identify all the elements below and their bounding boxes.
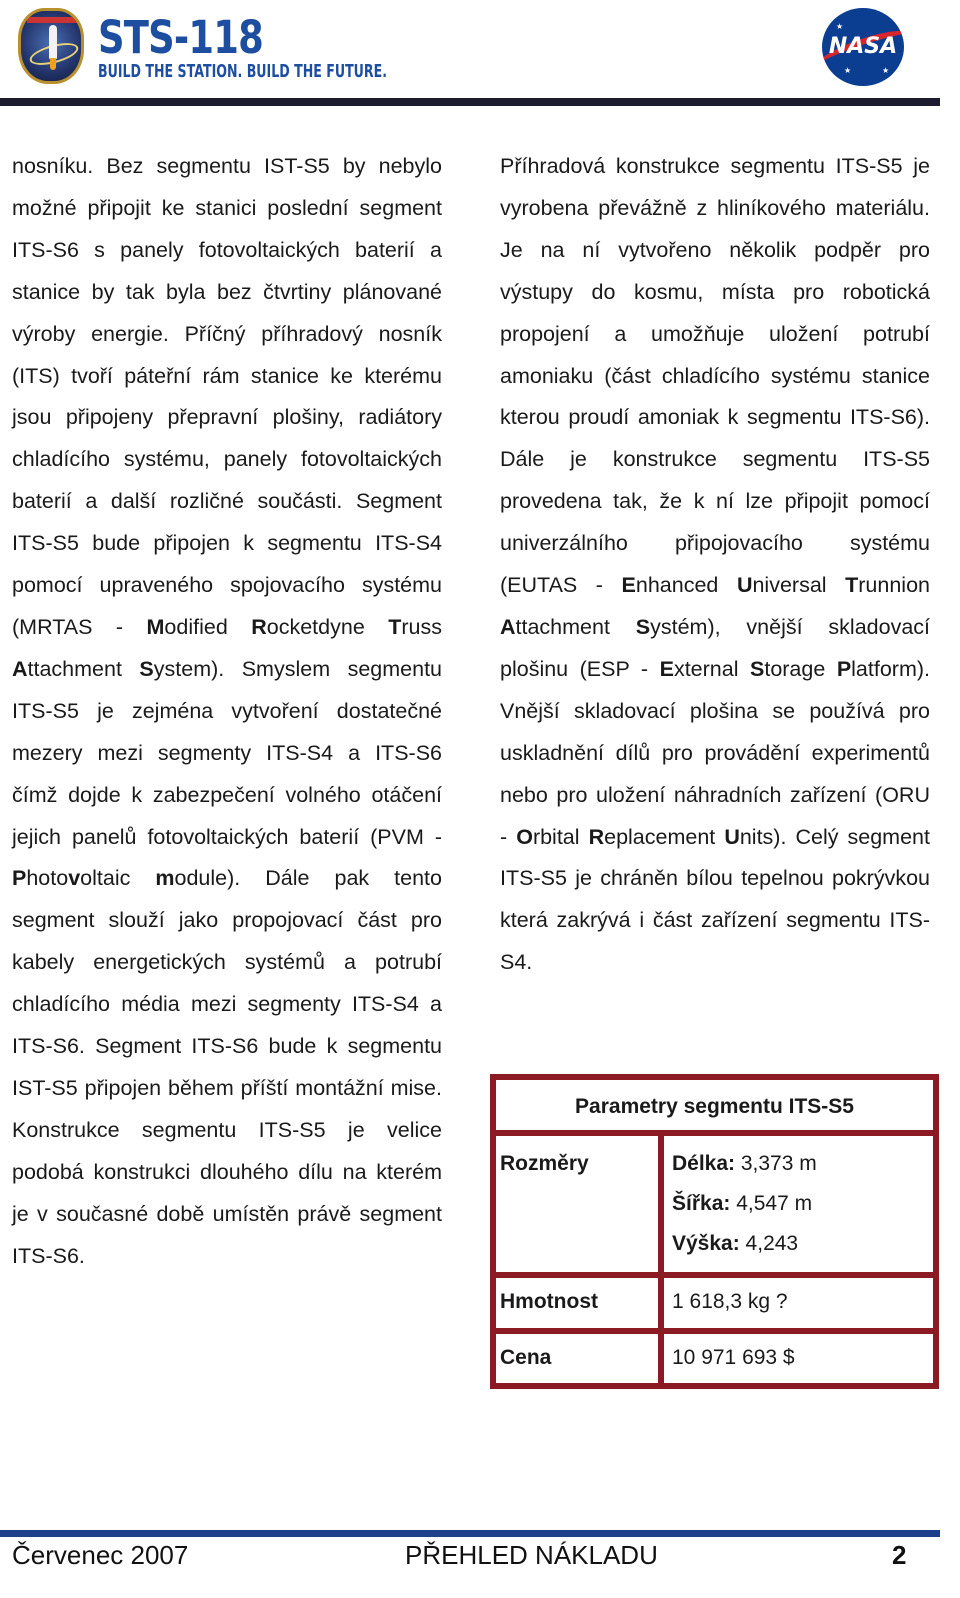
text-run: ystem). Smyslem segmentu ITS-S5 je zejména vytvoření dostatečné mezery mezi segmenty ITS-S4 a ITS-S6 čímž dojde k zabezpečení volného otáčení jejich panelů fotovoltaických baterií (PVM - xyxy=(12,656,442,849)
table-title: Parametry segmentu ITS-S5 xyxy=(496,1080,933,1136)
acronym-letter: P xyxy=(836,656,852,681)
text-run: ttachment xyxy=(27,656,140,681)
footer-divider xyxy=(0,1530,940,1537)
acronym-letter: T xyxy=(845,573,859,598)
width-line xyxy=(672,1184,934,1224)
acronym-letter: R xyxy=(251,614,267,639)
acronym-letter: M xyxy=(146,614,165,639)
text-run: ocketdyne xyxy=(266,614,389,639)
dimensions-values xyxy=(670,1136,934,1280)
parameters-table xyxy=(490,1074,939,1389)
text-run: torage xyxy=(764,656,837,681)
nasa-logo-text: NASA xyxy=(828,34,898,59)
table-row-price xyxy=(496,1334,933,1383)
acronym-letter: P xyxy=(12,866,27,891)
paragraph xyxy=(12,146,442,1277)
text-run: runnion xyxy=(858,573,930,598)
acronym-letter: E xyxy=(659,656,674,681)
acronym-letter: U xyxy=(736,573,753,598)
text-run: odified xyxy=(164,614,252,639)
text-run: niversal xyxy=(752,573,846,598)
page-header xyxy=(0,0,960,112)
acronym-letter: S xyxy=(750,656,765,681)
text-run: hoto xyxy=(26,866,69,891)
text-run: oltaic xyxy=(80,866,156,891)
mission-title: STS-118 xyxy=(98,11,263,64)
page-number: 2 xyxy=(892,1540,907,1570)
text-run: rbital xyxy=(532,824,589,849)
acronym-letter: O xyxy=(516,824,533,849)
text-run: ttachment xyxy=(515,614,636,639)
text-run: odule). Dále pak tento segment slouží jako propojovací část pro kabely energetických systémů a potrubí chladícího média mezi segmenty ITS-S4 a ITS-S6. Segment ITS-S6 bude k segmentu IST-S5 připojen během příští montážní mise. Konstrukce segmentu ITS-S5 je velice podobá konstrukci dlouhého dílu na kterém je v současné době umístěn právě segment ITS-S6. xyxy=(12,866,442,1268)
acronym-letter: S xyxy=(635,614,651,639)
text-run: ystém), vnější skladovací plošinu (ESP - xyxy=(500,614,930,681)
width-value: 4,547 m xyxy=(730,1192,813,1215)
acronym-letter: U xyxy=(724,824,740,849)
dimensions-label: Rozměry xyxy=(496,1136,664,1272)
price-label: Cena xyxy=(496,1334,664,1383)
length-label: Délka: xyxy=(672,1152,736,1175)
acronym-letter: S xyxy=(139,656,154,681)
table-row-mass xyxy=(496,1278,933,1334)
mass-value: 1 618,3 kg ? xyxy=(672,1290,788,1313)
price-value: 10 971 693 $ xyxy=(672,1346,795,1369)
text-run: eplacement xyxy=(604,824,725,849)
length-line xyxy=(672,1144,934,1184)
mission-tagline: BUILD THE STATION. BUILD THE FUTURE. xyxy=(98,61,388,82)
left-column xyxy=(12,146,442,1277)
text-run: russ xyxy=(401,614,442,639)
acronym-letter: A xyxy=(500,614,516,639)
footer-date: Červenec 2007 xyxy=(12,1540,189,1570)
footer-section: PŘEHLED NÁKLADU xyxy=(405,1540,658,1570)
mass-label: Hmotnost xyxy=(496,1278,664,1328)
width-label: Šířka: xyxy=(672,1192,731,1215)
table-row-dimensions xyxy=(496,1136,933,1278)
acronym-letter: v xyxy=(68,866,81,891)
text-run: latform). Vnější skladovací plošina se používá pro uskladnění dílů pro provádění experimentů nebo pro uložení náhradních zařízení (ORU - xyxy=(500,656,930,849)
acronym-letter: m xyxy=(155,866,175,891)
paragraph xyxy=(500,146,930,984)
length-value: 3,373 m xyxy=(735,1152,817,1175)
height-line xyxy=(672,1224,934,1264)
acronym-letter: T xyxy=(388,614,402,639)
acronym-letter: A xyxy=(12,656,28,681)
header-divider xyxy=(0,98,940,106)
acronym-letter: E xyxy=(621,573,636,598)
height-label: Výška: xyxy=(672,1232,740,1255)
text-run: nits). Celý segment ITS-S5 je chráněn bílou tepelnou pokrývkou která zakrývá i část zařízení segmentu ITS-S4. xyxy=(500,824,930,975)
text-run: xternal xyxy=(673,656,750,681)
height-value: 4,243 xyxy=(739,1232,799,1255)
text-run: Příhradová konstrukce segmentu ITS-S5 je vyrobena převážně z hliníkového materiálu. Je na ní vytvořeno několik podpěr pro výstupy do kosmu, místa pro robotická propojení a umožňuje uložení potrubí amoniaku (část chladícího systému stanice kterou proudí amoniak k segmentu ITS-S6). Dále je konstrukce segmentu ITS-S5 provedena tak, že k ní lze připojit pomocí univerzálního připojovacího systému (EUTAS - xyxy=(500,154,930,598)
text-run: nhanced xyxy=(635,573,737,598)
acronym-letter: R xyxy=(588,824,605,849)
text-run: nosníku. Bez segmentu IST-S5 by nebylo možné připojit ke stanici poslední segment ITS-S6 s panely fotovoltaických baterií a stanice by tak byla bez čtvrtiny plánované výroby energie. Příčný příhradový nosník (ITS) tvoří páteřní rám stanice ke kterému jsou připojeny přepravní plošiny, radiátory chladícího systému, panely fotovoltaických baterií a další rozličné součásti. Segment ITS-S5 bude připojen k segmentu ITS-S4 pomocí upraveného spojovacího systému (MRTAS - xyxy=(12,154,442,639)
nasa-logo-icon: ★ ★ ★ NASA xyxy=(822,8,904,86)
mission-patch-icon xyxy=(18,8,84,84)
right-column xyxy=(500,146,930,984)
